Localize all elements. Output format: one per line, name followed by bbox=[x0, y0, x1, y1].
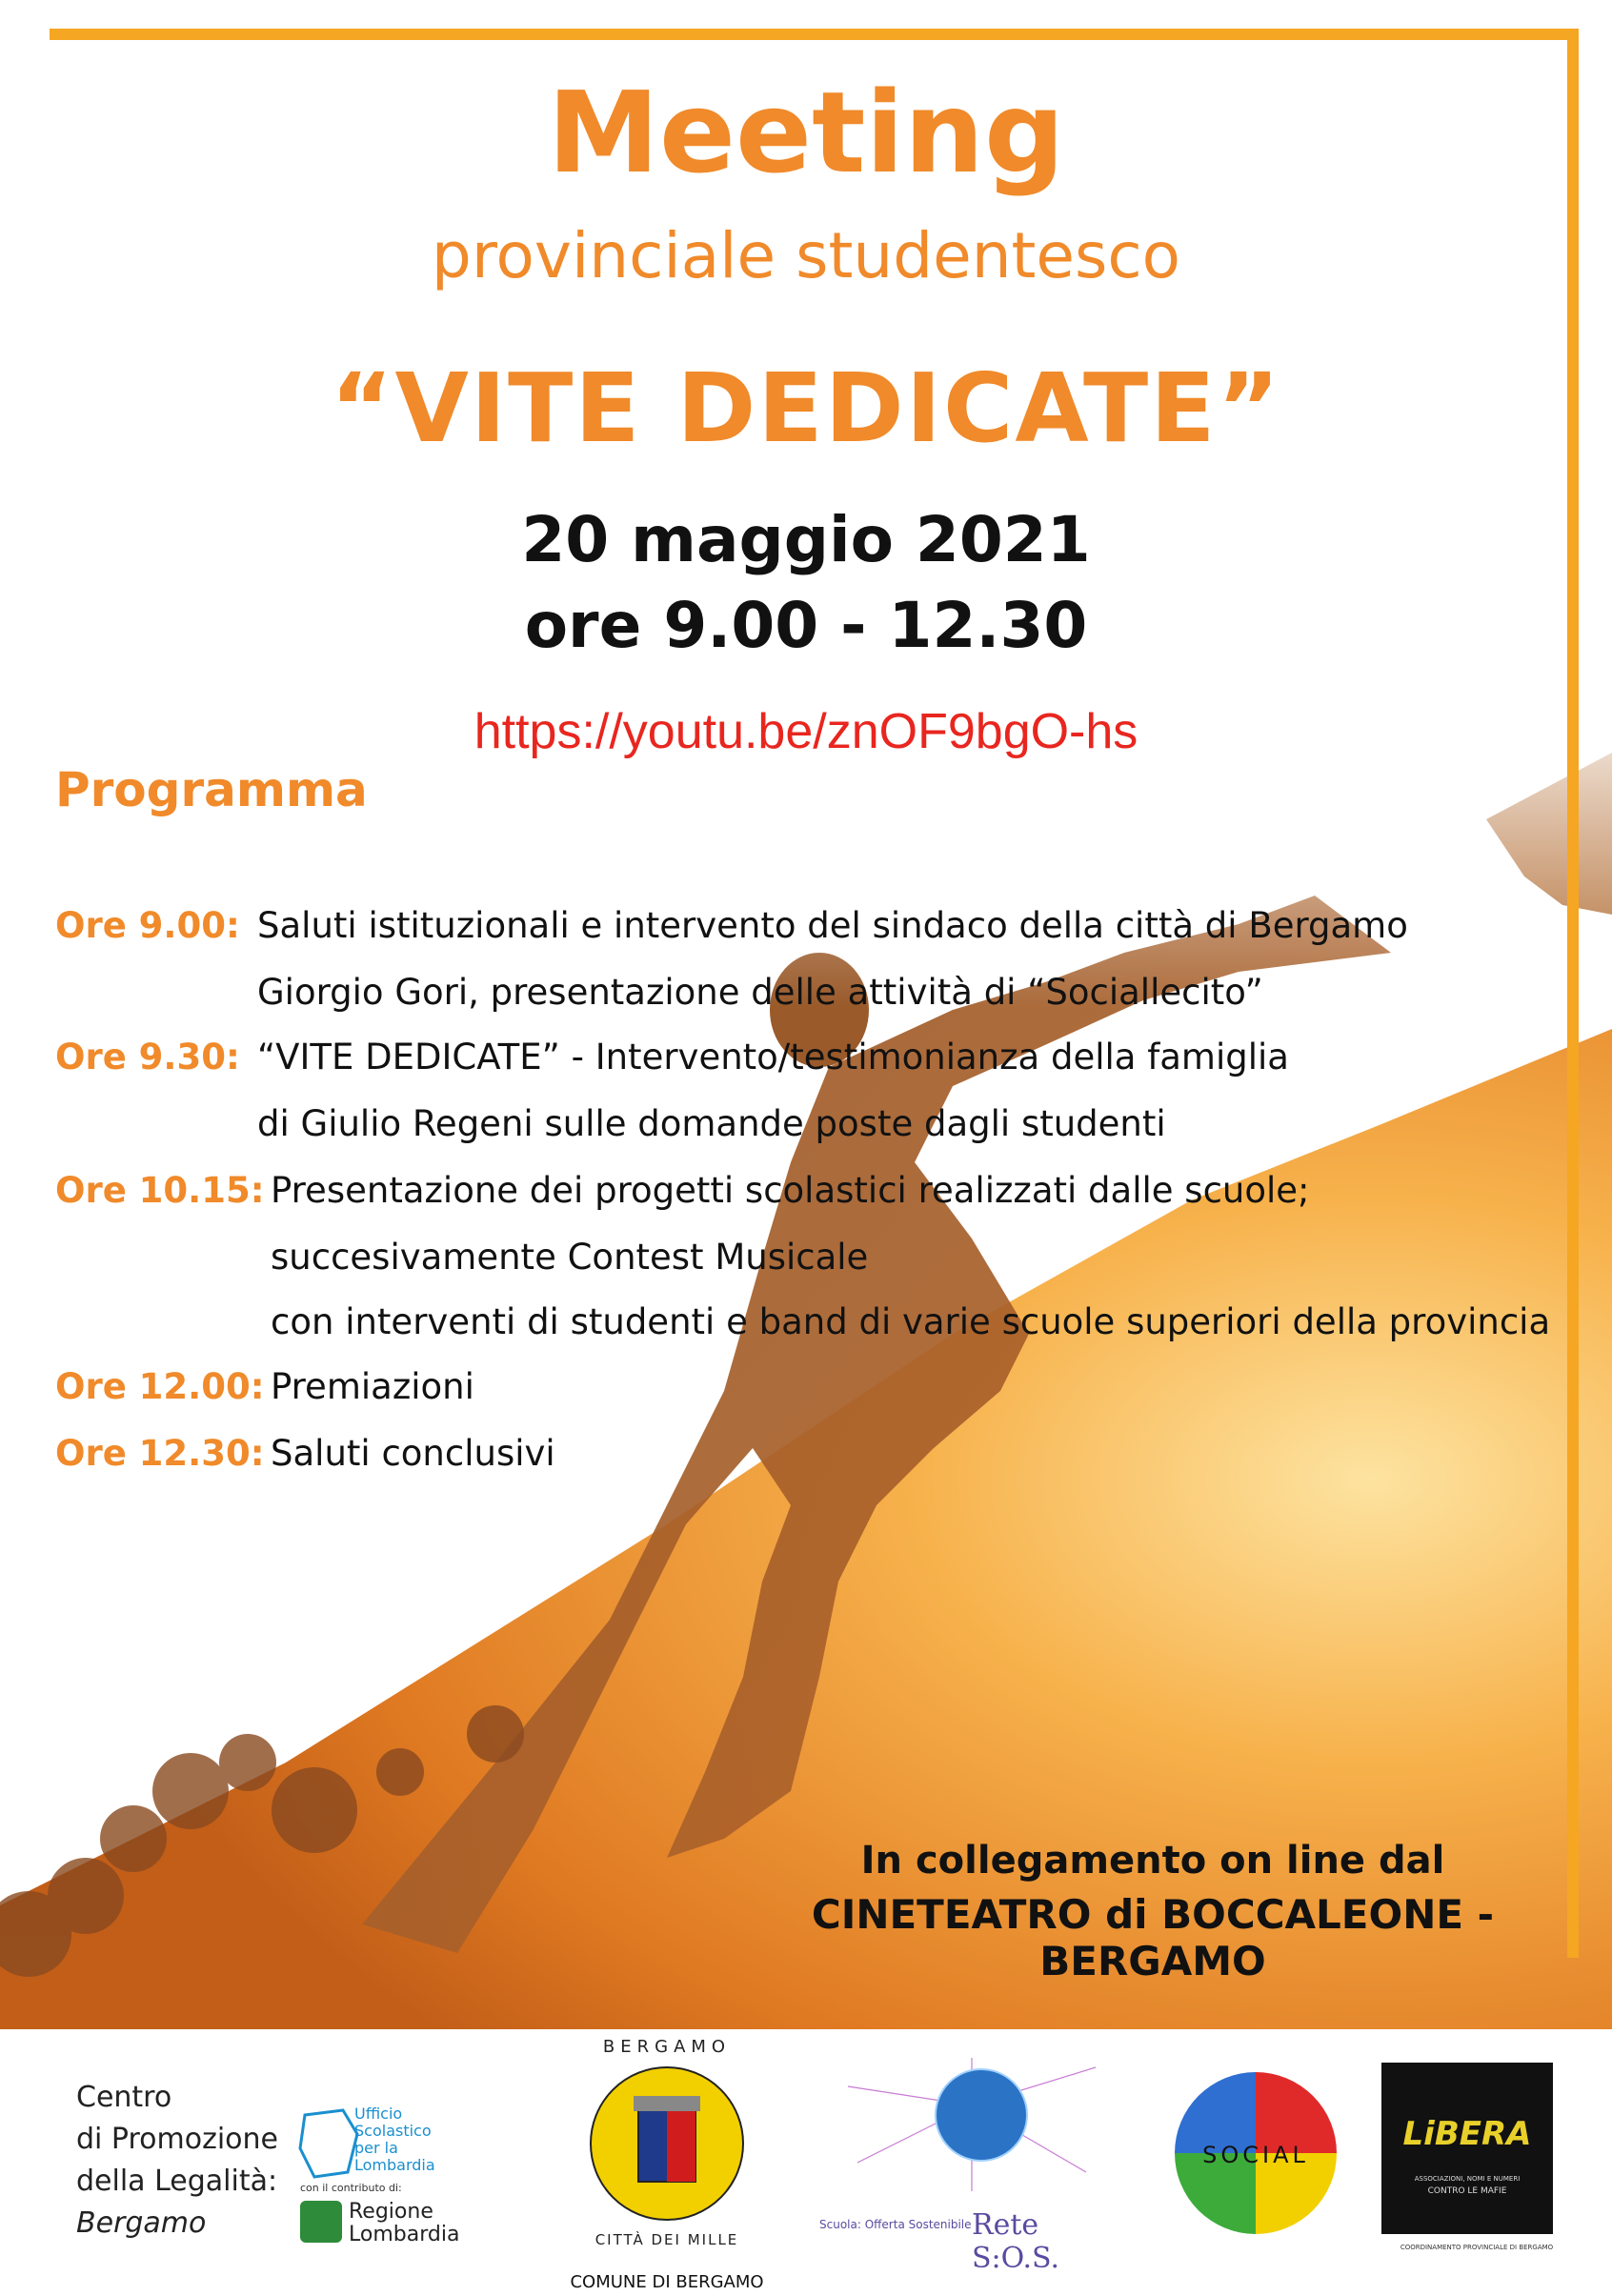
program-time: Ore 9.00: bbox=[55, 905, 240, 946]
rete-sos-logo bbox=[819, 2048, 1124, 2275]
social-lecito-logo bbox=[1170, 2067, 1341, 2239]
regione-line: Lombardia bbox=[349, 2223, 460, 2246]
cpl-line: Centro bbox=[76, 2081, 172, 2114]
bergamo-logo bbox=[553, 2029, 781, 2296]
libera-sub2: CONTRO LE MAFIE bbox=[1427, 2186, 1507, 2196]
cpl-line: di Promozione bbox=[76, 2123, 278, 2156]
rete-small: Scuola: Offerta Sostenibile bbox=[819, 2218, 972, 2231]
program-line: con interventi di studenti e band di varie scuole superiori della provincia bbox=[271, 1301, 1551, 1342]
program-line: succesivamente Contest Musicale bbox=[271, 1237, 869, 1278]
lombardia-map-icon bbox=[295, 2105, 362, 2182]
program-line: Saluti istituzionali e intervento del sindaco della città di Bergamo bbox=[257, 905, 1408, 946]
libera-box bbox=[1381, 2063, 1553, 2234]
social-name: SOCIAL bbox=[1202, 2142, 1309, 2168]
usr-contrib: con il contributo di: bbox=[300, 2182, 402, 2194]
usr-line: per la bbox=[354, 2139, 398, 2157]
bergamo-caption: COMUNE DI BERGAMO bbox=[570, 2272, 764, 2292]
cpl-line: della Legalità: bbox=[76, 2165, 278, 2198]
usr-logo bbox=[295, 2077, 476, 2267]
program-time: Ore 10.15: bbox=[55, 1170, 265, 1211]
regione-line: Regione bbox=[349, 2200, 433, 2224]
program-line: Premiazioni bbox=[271, 1366, 474, 1407]
program-line: Presentazione dei progetti scolastici realizzati dalle scuole; bbox=[271, 1170, 1310, 1211]
regione-icon bbox=[300, 2201, 342, 2243]
youtube-link[interactable]: https://youtu.be/znOF9bgO-hs bbox=[474, 704, 1138, 759]
program-time: Ore 12.00: bbox=[55, 1366, 265, 1407]
program-line: “VITE DEDICATE” - Intervento/testimonianza della famiglia bbox=[257, 1037, 1289, 1078]
title: Meeting bbox=[547, 67, 1065, 198]
network-globe-icon bbox=[829, 2048, 1115, 2201]
program-time: Ore 9.30: bbox=[55, 1037, 240, 1078]
location-line1: In collegamento on line dal bbox=[860, 1839, 1445, 1883]
libera-sub1: ASSOCIAZIONI, NOMI E NUMERI bbox=[1414, 2175, 1521, 2183]
cpl-logo bbox=[76, 2077, 278, 2245]
bergamo-top: BERGAMO bbox=[602, 2037, 732, 2057]
libera-caption: COORDINAMENTO PROVINCIALE DI BERGAMO bbox=[1400, 2244, 1554, 2251]
usr-line: Ufficio bbox=[354, 2105, 403, 2123]
bergamo-crest-icon bbox=[581, 2058, 753, 2229]
program-line: di Giulio Regeni sulle domande poste dagli studenti bbox=[257, 1103, 1166, 1144]
location-line2: CINETEATRO di BOCCALEONE - BERGAMO bbox=[811, 1891, 1495, 1984]
subtitle: provinciale studentesco bbox=[431, 219, 1181, 292]
program-heading: Programma bbox=[55, 762, 368, 817]
bergamo-bottom: CITTÀ DEI MILLE bbox=[594, 2231, 739, 2248]
program-line: Saluti conclusivi bbox=[271, 1433, 555, 1474]
event-time: ore 9.00 - 12.30 bbox=[524, 589, 1088, 662]
usr-line: Lombardia bbox=[354, 2156, 435, 2174]
usr-line: Scolastico bbox=[354, 2122, 432, 2140]
program-time: Ore 12.30: bbox=[55, 1433, 265, 1474]
cpl-line: Bergamo bbox=[76, 2206, 207, 2240]
libera-name: LiBERA bbox=[1402, 2115, 1532, 2153]
program-line: Giorgio Gori, presentazione delle attività di “Sociallecito” bbox=[257, 972, 1263, 1013]
libera-logo bbox=[1381, 2063, 1572, 2253]
rete-name: Rete S:O.S. bbox=[972, 2208, 1060, 2275]
event-name: “VITE DEDICATE” bbox=[330, 352, 1282, 464]
event-date: 20 maggio 2021 bbox=[521, 503, 1091, 576]
